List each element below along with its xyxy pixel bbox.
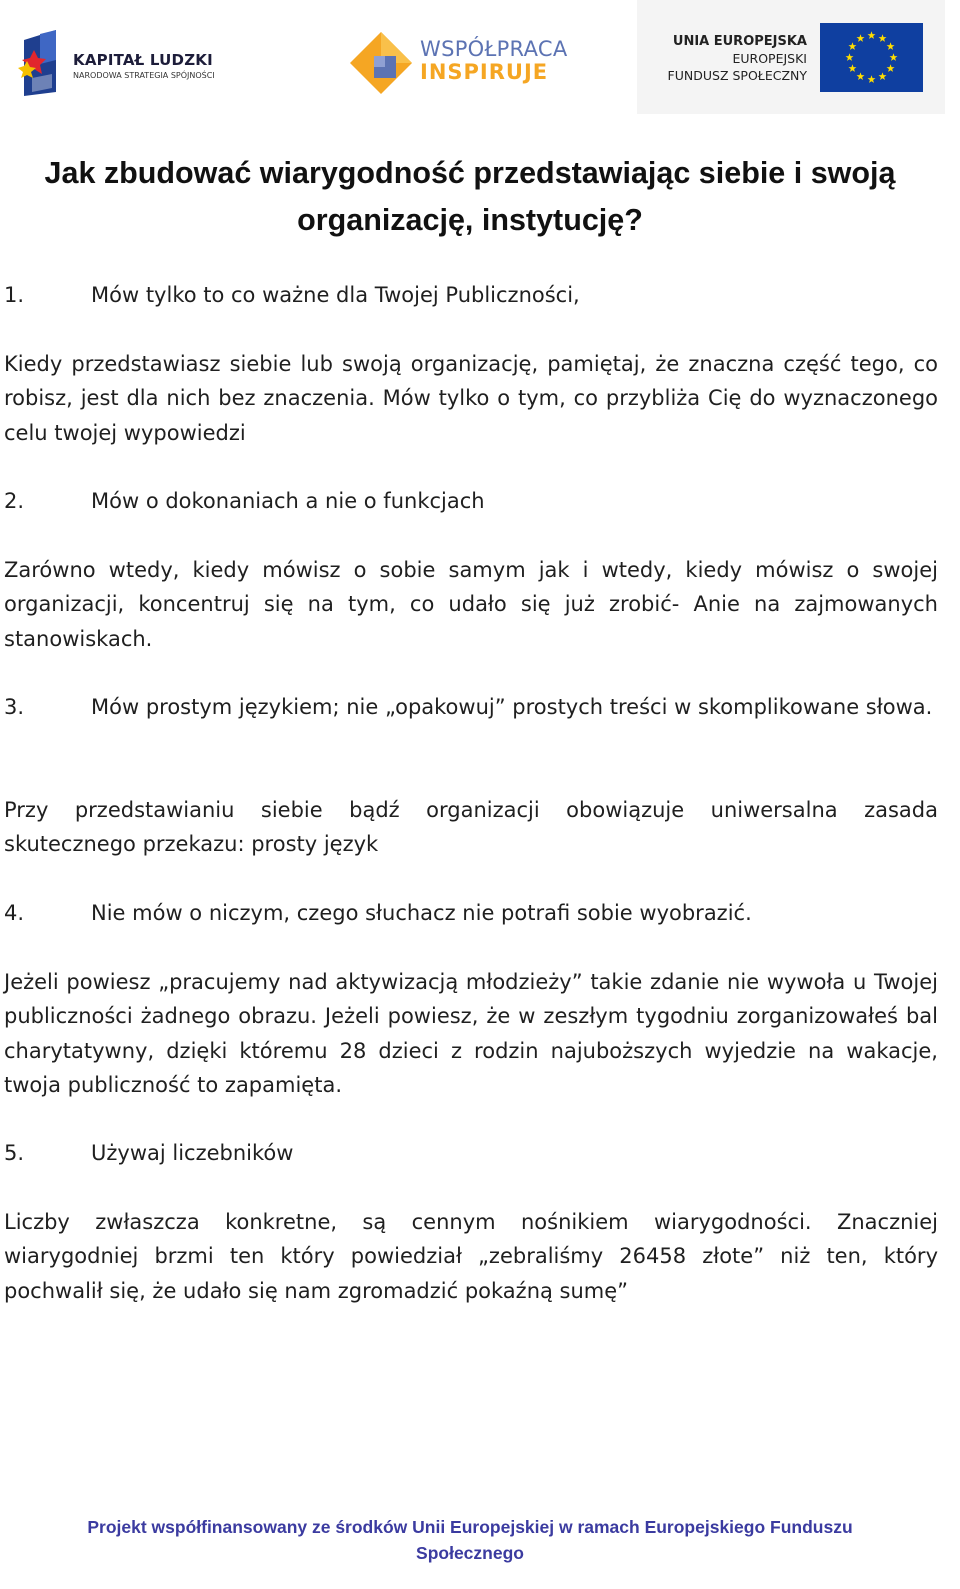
list-item-1-heading — [4, 278, 938, 312]
eu-star-icon — [846, 53, 854, 61]
wspolpraca-text: WSPÓŁPRACA — [420, 37, 568, 61]
inspiruje-text: INSPIRUJE — [420, 60, 549, 84]
kapital-ludzki-logo — [18, 30, 228, 98]
eu-flag-icon — [820, 23, 923, 92]
eu-fund-label-2: FUNDUSZ SPOŁECZNY — [667, 68, 807, 83]
eu-fund-label-1: EUROPEJSKI — [732, 51, 807, 66]
eu-star-icon — [890, 53, 898, 61]
list-item-heading: Mów tylko to co ważne dla Twojej Publiczności, — [91, 283, 580, 307]
list-item-heading: Nie mów o niczym, czego słuchacz nie potrafi sobie wyobrazić. — [91, 901, 752, 925]
wspolpraca-inspiruje-logo — [350, 30, 570, 94]
eu-logo-text — [668, 33, 807, 84]
kapital-ludzki-subtitle: NARODOWA STRATEGIA SPÓJNOŚCI — [73, 71, 215, 80]
list-item-2-heading — [4, 484, 938, 518]
eu-star-icon — [879, 72, 887, 80]
footer-funding-note: Projekt współfinansowany ze środków Unii Europejskiej w ramach Europejskiego Funduszu Społecznego — [87, 1517, 853, 1563]
eu-stars — [820, 23, 923, 92]
paragraph-2: Zarówno wtedy, kiedy mówisz o sobie samym jak i wtedy, kiedy mówisz o swojej organizacji, koncentruj się na tym, co udało się już zrobić- Anie na zajmowanych stanowiskach. — [4, 558, 938, 651]
paragraph-3: Przy przedstawianiu siebie bądź organizacji obowiązuje uniwersalna zasada skutecznego przekazu: prosty język — [4, 798, 938, 857]
list-item-heading: Mów o dokonaniach a nie o funkcjach — [91, 489, 485, 513]
logo-bar — [0, 0, 960, 118]
paragraph-4: Jeżeli powiesz „pracujemy nad aktywizacją młodzieży” takie zdanie nie wywoła u Twojej publiczności żadnego obrazu. Jeżeli powiesz, że w zeszłym tygodniu zorganizowałeś bal charytatywny, dzięki któremu 28 dzieci z rodzin najuboższych wyjedzie na wakacje, twoja publiczność to zapamięta. — [4, 970, 938, 1097]
paragraph-5: Liczby zwłaszcza konkretne, są cennym nośnikiem wiarygodności. Znaczniej wiarygodniej brzmi ten który powiedział „zebraliśmy 26458 złote” niż ten, który pochwalił się, że udało się nam zgromadzić pokaźną sumę” — [4, 1210, 938, 1303]
list-item-number: 4. — [4, 901, 25, 925]
eu-star-icon — [848, 42, 856, 50]
list-item-heading: Używaj liczebników — [91, 1141, 294, 1165]
list-item-heading: Mów prostym językiem; nie „opakowuj” prostych treści w skomplikowane słowa. — [91, 695, 933, 719]
list-item-number: 1. — [4, 283, 25, 307]
page-title: Jak zbudować wiarygodność przedstawiając siebie i swoją organizację, instytucję? — [44, 156, 896, 237]
orange-diamond-emblem — [350, 32, 412, 94]
eu-star-icon — [887, 64, 895, 72]
paragraph-1: Kiedy przedstawiasz siebie lub swoją organizację, pamiętaj, że znaczna część tego, co robisz, jest dla nich bez znaczenia. Mów tylko o tym, co przybliża Cię do wyznaczonego celu twojej wypowiedzi — [4, 352, 938, 445]
list-item-number: 3. — [4, 695, 25, 719]
eu-star-icon — [868, 31, 876, 39]
eu-star-icon — [887, 42, 895, 50]
list-item-number: 5. — [4, 1141, 25, 1165]
list-item-3-heading — [4, 690, 938, 724]
list-item-4-heading — [4, 896, 938, 930]
eu-union-label: UNIA EUROPEJSKA — [672, 34, 807, 49]
kapital-ludzki-star-emblem — [18, 30, 70, 98]
eu-logo-panel — [637, 0, 945, 114]
eu-star-icon — [868, 75, 876, 83]
eu-star-icon — [857, 72, 865, 80]
list-item-number: 2. — [4, 489, 25, 513]
eu-star-icon — [857, 34, 865, 42]
list-item-5-heading — [4, 1136, 938, 1170]
eu-star-icon — [879, 34, 887, 42]
eu-star-icon — [848, 64, 856, 72]
kapital-ludzki-name: KAPITAŁ LUDZKI — [73, 51, 213, 69]
